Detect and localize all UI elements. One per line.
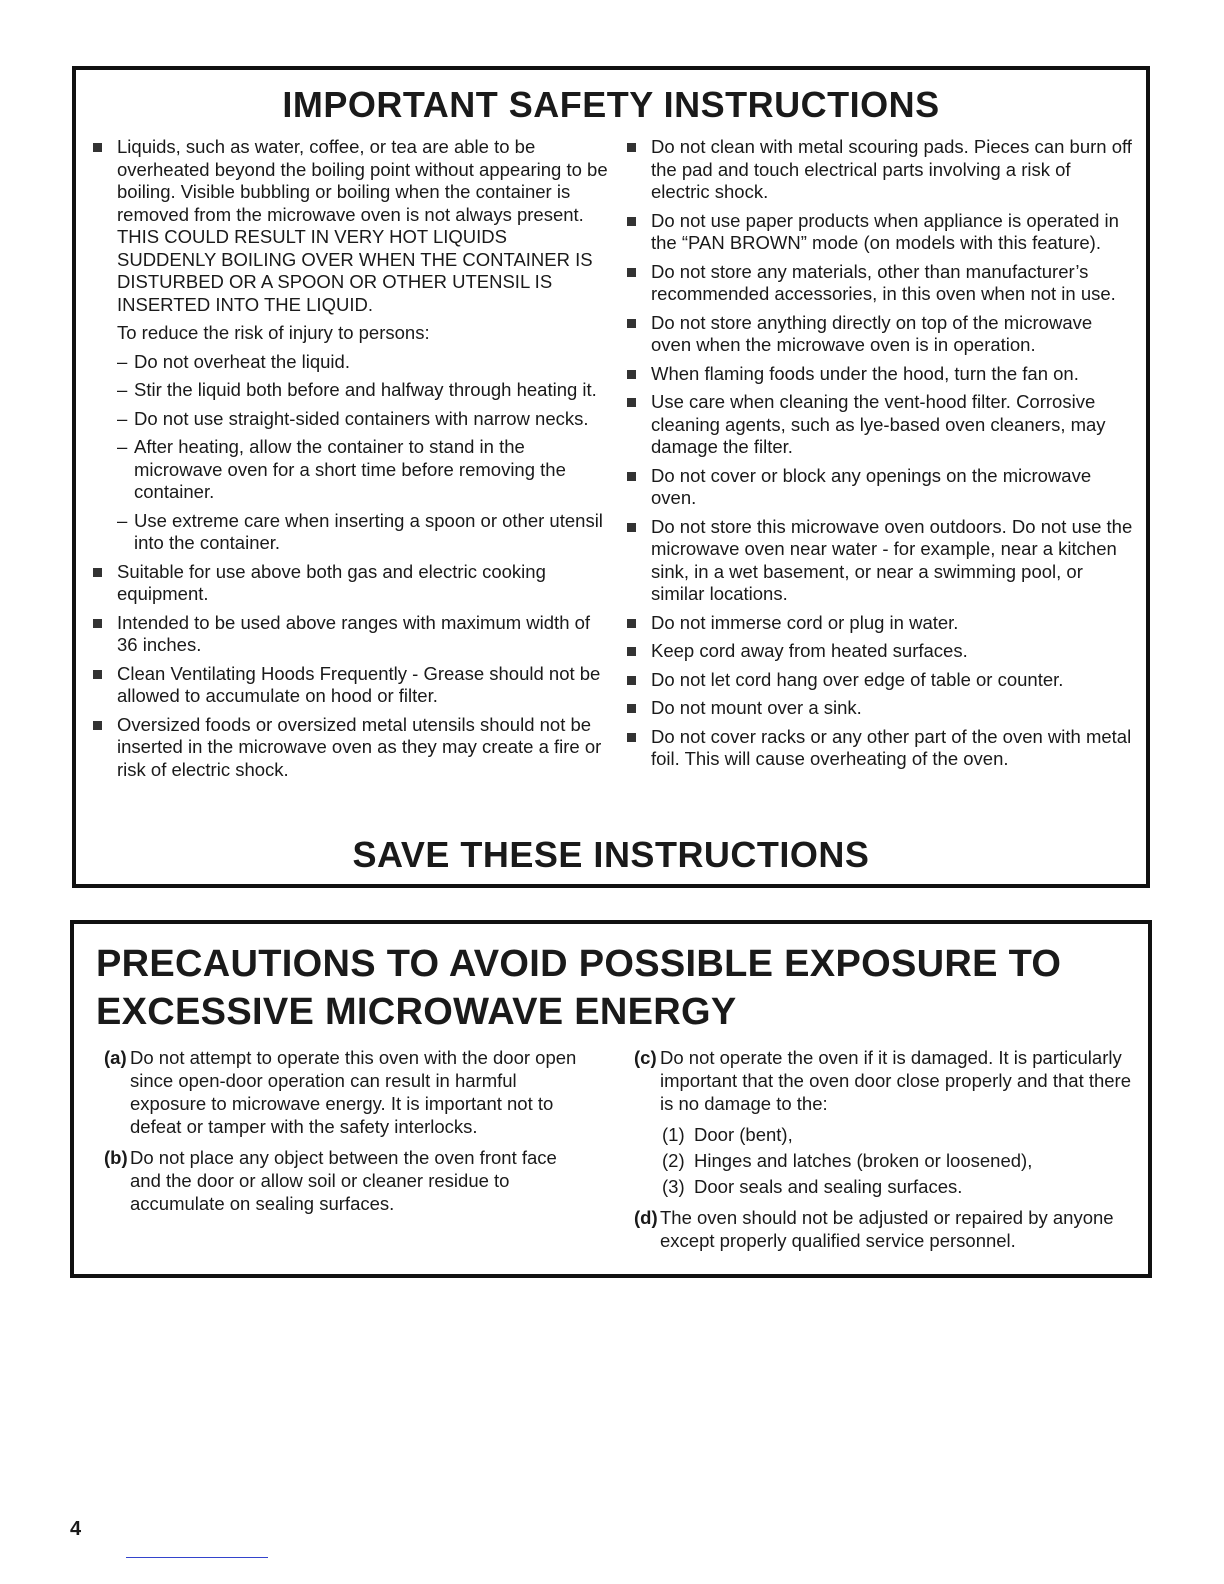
safety-item: Clean Ventilating Hoods Frequently - Grease should not be allowed to accumulate on hood or filter.	[90, 663, 610, 708]
dash-mark: –	[117, 379, 128, 400]
bullet-square-icon	[627, 676, 636, 685]
subitem-number: (1)	[662, 1124, 685, 1145]
bullet-square-icon	[93, 568, 102, 577]
precaution-item: (b) Do not place any object between the oven front face and the door or allow soil or cleaner residue to accumulate on sealing surfaces.	[104, 1147, 557, 1214]
precautions-right-column	[634, 1046, 1134, 1260]
numbered-subitem: (1) Door (bent),	[662, 1124, 793, 1145]
item-label: (d)	[634, 1207, 658, 1228]
subitem-number: (3)	[662, 1176, 685, 1197]
bullet-square-icon	[627, 370, 636, 379]
bullet-square-icon	[93, 670, 102, 679]
safety-item: Use care when cleaning the vent-hood filter. Corrosive cleaning agents, such as lye-based oven cleaners, may damage the filter.	[624, 391, 1134, 459]
bullet-square-icon	[627, 268, 636, 277]
safety-item: Suitable for use above both gas and electric cooking equipment.	[90, 561, 610, 606]
safety-item: Do not cover or block any openings on the microwave oven.	[624, 465, 1134, 510]
dash-mark: –	[117, 509, 128, 531]
safety-item: Intended to be used above ranges with maximum width of 36 inches.	[90, 612, 610, 657]
footer-rule	[126, 1557, 268, 1558]
safety-item: Do not store any materials, other than manufacturer’s recommended accessories, in this oven when not in use.	[624, 261, 1134, 306]
safety-instructions-box	[72, 66, 1150, 888]
bullet-square-icon	[627, 647, 636, 656]
page-number: 4	[70, 1518, 82, 1540]
dash-mark: –	[117, 350, 128, 372]
safety-item: Do not use paper products when appliance is operated in the “PAN BROWN” mode (on models with this feature).	[624, 210, 1134, 255]
save-instructions-title: SAVE THESE INSTRUCTIONS	[352, 834, 870, 875]
precautions-title: PRECAUTIONS TO AVOID POSSIBLE EXPOSURE TO EXCESSIVE MICROWAVE ENERGY	[96, 943, 1062, 1033]
safety-dash-item: – Do not use straight-sided containers with narrow necks.	[117, 407, 589, 429]
bullet-square-icon	[627, 733, 636, 742]
bullet-square-icon	[627, 704, 636, 713]
numbered-subitem: (2) Hinges and latches (broken or loosened),	[662, 1150, 1033, 1171]
safety-dash-item: – After heating, allow the container to stand in the microwave oven for a short time before removing the container.	[117, 436, 566, 502]
precaution-item: (d) The oven should not be adjusted or repaired by anyone except properly qualified service personnel.	[634, 1207, 1114, 1251]
numbered-subitem: (3) Door seals and sealing surfaces.	[662, 1176, 963, 1197]
safety-item: Do not store anything directly on top of the microwave oven when the microwave oven is in operation.	[624, 312, 1134, 357]
bullet-square-icon	[93, 721, 102, 730]
bullet-square-icon	[93, 143, 102, 152]
safety-title: IMPORTANT SAFETY INSTRUCTIONS	[282, 84, 940, 125]
safety-item: Oversized foods or oversized metal utensils should not be inserted in the microwave oven as they may create a fire or risk of electric shock.	[90, 714, 610, 782]
bullet-square-icon	[627, 619, 636, 628]
safety-intro: To reduce the risk of injury to persons:	[117, 322, 430, 343]
precautions-left-column	[104, 1046, 584, 1223]
safety-dash-item: – Use extreme care when inserting a spoon or other utensil into the container.	[117, 509, 603, 553]
safety-item: Do not store this microwave oven outdoors. Do not use the microwave oven near water - for example, near a kitchen sink, in a wet basement, or near a swimming pool, or similar locations.	[624, 516, 1134, 606]
safety-right-column	[624, 136, 1134, 777]
safety-item: Keep cord away from heated surfaces.	[624, 640, 1134, 663]
item-label: (b)	[104, 1147, 128, 1168]
subitem-number: (2)	[662, 1150, 685, 1171]
safety-left-column	[90, 136, 610, 787]
safety-item: Do not cover racks or any other part of the oven with metal foil. This will cause overheating of the oven.	[624, 726, 1134, 771]
safety-item: Do not mount over a sink.	[624, 697, 1134, 720]
bullet-square-icon	[627, 472, 636, 481]
bullet-square-icon	[93, 619, 102, 628]
dash-mark: –	[117, 436, 128, 457]
item-label: (c)	[634, 1047, 657, 1068]
bullet-square-icon	[627, 523, 636, 532]
precaution-item: (a) Do not attempt to operate this oven with the door open since open-door operation can result in harmful exposure to microwave energy. It is important not to defeat or tamper with the safety interlocks.	[104, 1047, 577, 1137]
dash-mark: –	[117, 407, 128, 429]
safety-item: When flaming foods under the hood, turn the fan on.	[624, 363, 1134, 386]
safety-item: Liquids, such as water, coffee, or tea are able to be overheated beyond the boiling point without appearing to be boiling. Visible bubbling or boiling when the container is removed from the microwave oven is not always present. THIS COULD RESULT IN VERY HOT LIQUIDS SUDDENLY BOILING OVER WHEN THE CONTAINER IS DISTURBED OR A SPOON OR OTHER UTENSIL IS INSERTED INTO THE LIQUID.	[90, 136, 610, 316]
safety-dash-item: – Stir the liquid both before and halfway through heating it.	[117, 379, 597, 400]
safety-item: Do not clean with metal scouring pads. Pieces can burn off the pad and touch electrical parts involving a risk of electric shock.	[624, 136, 1134, 204]
bullet-square-icon	[627, 398, 636, 407]
precautions-box	[70, 920, 1152, 1278]
bullet-square-icon	[627, 217, 636, 226]
item-label: (a)	[104, 1047, 127, 1068]
precaution-item: (c) Do not operate the oven if it is damaged. It is particularly important that the oven door close properly and that there is no damage to the:	[634, 1047, 1132, 1114]
safety-dash-item: – Do not overheat the liquid.	[117, 350, 350, 372]
safety-item: Do not immerse cord or plug in water.	[624, 612, 1134, 635]
safety-item: Do not let cord hang over edge of table or counter.	[624, 669, 1134, 692]
bullet-square-icon	[627, 143, 636, 152]
bullet-square-icon	[627, 319, 636, 328]
